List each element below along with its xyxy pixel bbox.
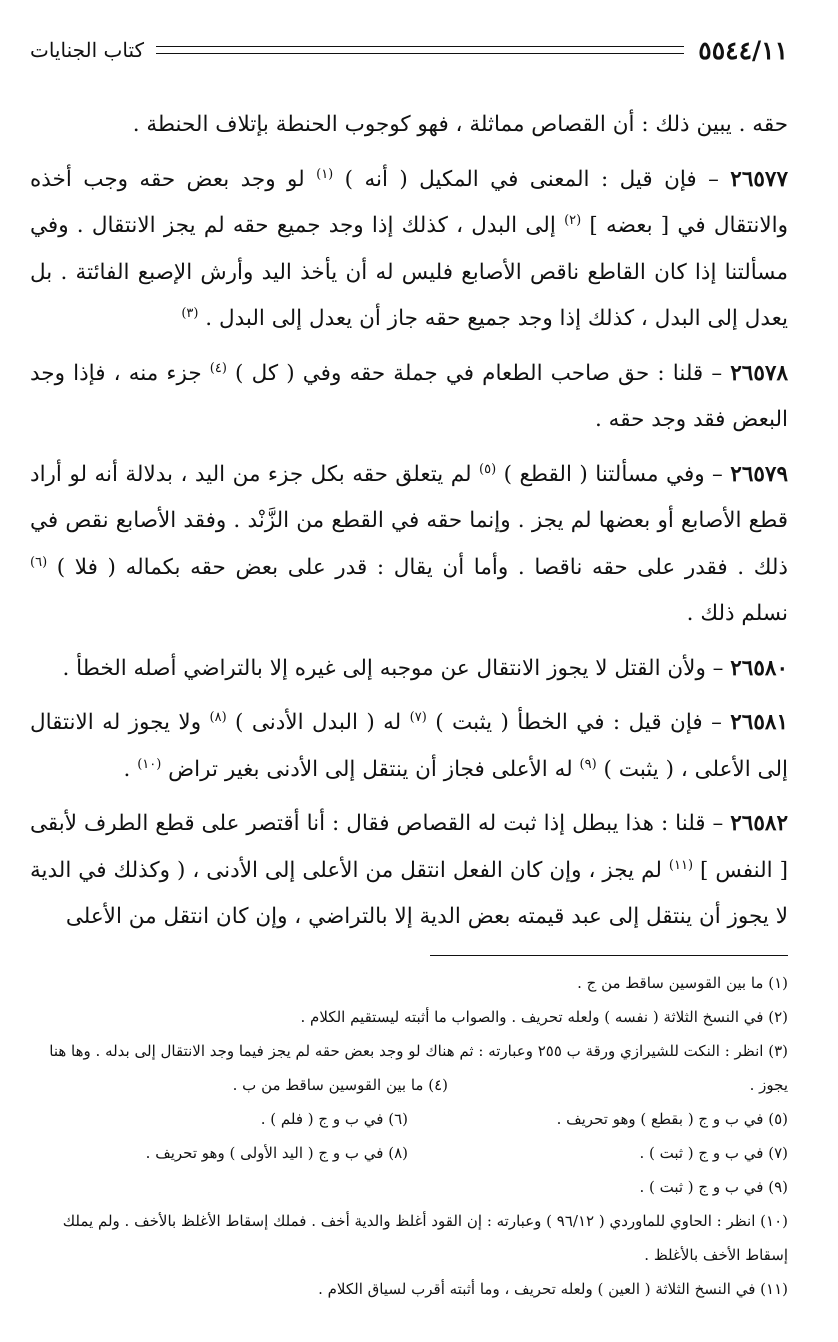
footnote-ref[interactable]: (٦) bbox=[30, 554, 48, 570]
footnote-row bbox=[30, 1136, 788, 1170]
footnote-2: (٢) في النسخ الثلاثة ( نفسه ) ولعله تحريف . والصواب ما أثبته ليستقيم الكلام . bbox=[300, 1007, 788, 1026]
footnote-ref[interactable]: (٩) bbox=[579, 756, 597, 772]
footnote-10: (١٠) انظر : الحاوي للماوردي ( ٩٦/١٢ ) وعبارته : إن القود أغلظ والدية أخف . فملك إسقاط الأغلظ بالأخف . ولم يملك إسقاط الأخف بالأغلظ . bbox=[62, 1211, 788, 1264]
footnote-8: (٨) في ب و ج ( اليد الأولى ) وهو تحريف . bbox=[145, 1143, 408, 1162]
footnote-ref[interactable]: (٣) bbox=[181, 305, 199, 321]
footnote-ref[interactable]: (٤) bbox=[209, 360, 227, 376]
footnote-row bbox=[30, 1102, 788, 1136]
footnote-11: (١١) في النسخ الثلاثة ( العين ) ولعله تحريف ، وما أثبته أقرب لسياق الكلام . bbox=[318, 1279, 788, 1298]
paragraph-26578: ٢٦٥٧٨ – قلنا : حق صاحب الطعام في جملة حقه وفي ( كل ) $^{(٤)}$ جزء منه ، فإذا وجد البعض فقد وجد حقه . bbox=[30, 360, 788, 432]
footnote-6: (٦) في ب و ج ( فلم ) . bbox=[260, 1109, 408, 1128]
paragraph-0: حقه . يبين ذلك : أن القصاص مماثلة ، فهو كوجوب الحنطة بإتلاف الحنطة . bbox=[132, 112, 788, 137]
paragraph-26577: ٢٦٥٧٧ – فإن قيل : المعنى في المكيل ( أنه ) $^{(١)}$ لو وجد بعض حقه وجب أخذه والانتقال في [ بعضه ] $^{(٢)}$ إلى البدل ، كذلك إذا وجد جميع حقه لم يجز الانتقال . وفي مسألتنا إذا كان القاطع ناقص الأصابع فليس له أن يأخذ اليد وأرش الإصبع الفائتة . بل يعدل إلى البدل ، كذلك إذا وجد جميع حقه جاز أن يعدل إلى البدل . $^{(٣)}$ bbox=[30, 166, 789, 331]
page-number: ٥٥٤٤/١١ bbox=[698, 35, 788, 65]
footnote-9: (٩) في ب و ج ( ثبت ) . bbox=[639, 1177, 788, 1196]
issue-number: ٢٦٥٨٠ bbox=[730, 655, 788, 681]
book-title: كتاب الجنايات bbox=[30, 38, 145, 62]
paragraph-26580: ٢٦٥٨٠ – ولأن القتل لا يجوز الانتقال عن موجبه إلى غيره إلا بالتراضي أصله الخطأ . bbox=[62, 655, 788, 681]
footnote-ref[interactable]: (١) bbox=[316, 166, 334, 182]
footnote-7: (٧) في ب و ج ( ثبت ) . bbox=[639, 1143, 788, 1162]
footnote-ref[interactable]: (٧) bbox=[409, 709, 427, 725]
main-text bbox=[30, 102, 788, 941]
issue-number: ٢٦٥٧٧ bbox=[730, 166, 789, 192]
footnotes bbox=[30, 966, 788, 1306]
paragraph-26579: ٢٦٥٧٩ – وفي مسألتنا ( القطع ) $^{(٥)}$ لم يتعلق حقه بكل جزء من اليد ، بدلالة أنه لو أراد قطع الأصابع أو بعضها لم يجز . وإنما حقه في القطع من الزَّنْد . وفقد الأصابع نقص في ذلك . فقدر على حقه ناقصا . وأما أن يقال : قدر على بعض حقه بكماله ( فلا ) $^{(٦)}$ نسلم ذلك . bbox=[30, 461, 789, 626]
issue-number: ٢٦٥٧٨ bbox=[730, 360, 788, 386]
footnote-ref[interactable]: (٨) bbox=[209, 709, 227, 725]
footnote-5: (٥) في ب و ج ( بقطع ) وهو تحريف . bbox=[556, 1109, 788, 1128]
footnote-3: (٣) انظر : النكت للشيرازي ورقة ب ٢٥٥ وعبارته : ثم هناك لو وجد بعض حقه لم يجز فيما وجد الانتقال إلى بدله . وها هنا يجوز . bbox=[49, 1041, 788, 1094]
running-header bbox=[30, 28, 788, 72]
issue-number: ٢٦٥٨٢ bbox=[730, 811, 788, 836]
issue-number: ٢٦٥٧٩ bbox=[730, 461, 789, 487]
paragraph-26582: ٢٦٥٨٢ – قلنا : هذا يبطل إذا ثبت له القصاص فقال : أنا أقتصر على قطع الطرف لأبقى [ النفس ] $^{(١١)}$ لم يجز ، وإن كان الفعل انتقل من الأعلى إلى الأدنى ، ( وكذلك في الدية لا يجوز أن ينتقل إلى عبد قيمته بعض الدية إلا بالتراضي ، وإن كان انتقل من الأعلى bbox=[30, 811, 789, 929]
header-rule bbox=[156, 46, 684, 54]
footnote-ref[interactable]: (٢) bbox=[564, 212, 582, 228]
page bbox=[30, 28, 788, 1318]
footnote-1: (١) ما بين القوسين ساقط من ج . bbox=[577, 973, 788, 992]
footnote-ref[interactable]: (١٠) bbox=[137, 756, 162, 772]
footnote-ref[interactable]: (١١) bbox=[668, 857, 694, 873]
paragraph-26581: ٢٦٥٨١ – فإن قيل : في الخطأ ( يثبت ) $^{(٧)}$ له ( البدل الأدنى ) $^{(٨)}$ ولا يجوز له الانتقال إلى الأعلى ، ( يثبت ) $^{(٩)}$ له الأعلى فجاز أن ينتقل إلى الأدنى بغير تراض $^{(١٠)}$ . bbox=[30, 709, 788, 782]
footnote-4: (٤) ما بين القوسين ساقط من ب . bbox=[232, 1075, 448, 1094]
footnote-separator bbox=[430, 955, 788, 956]
issue-number: ٢٦٥٨١ bbox=[730, 710, 788, 735]
footnote-ref[interactable]: (٥) bbox=[479, 461, 497, 477]
